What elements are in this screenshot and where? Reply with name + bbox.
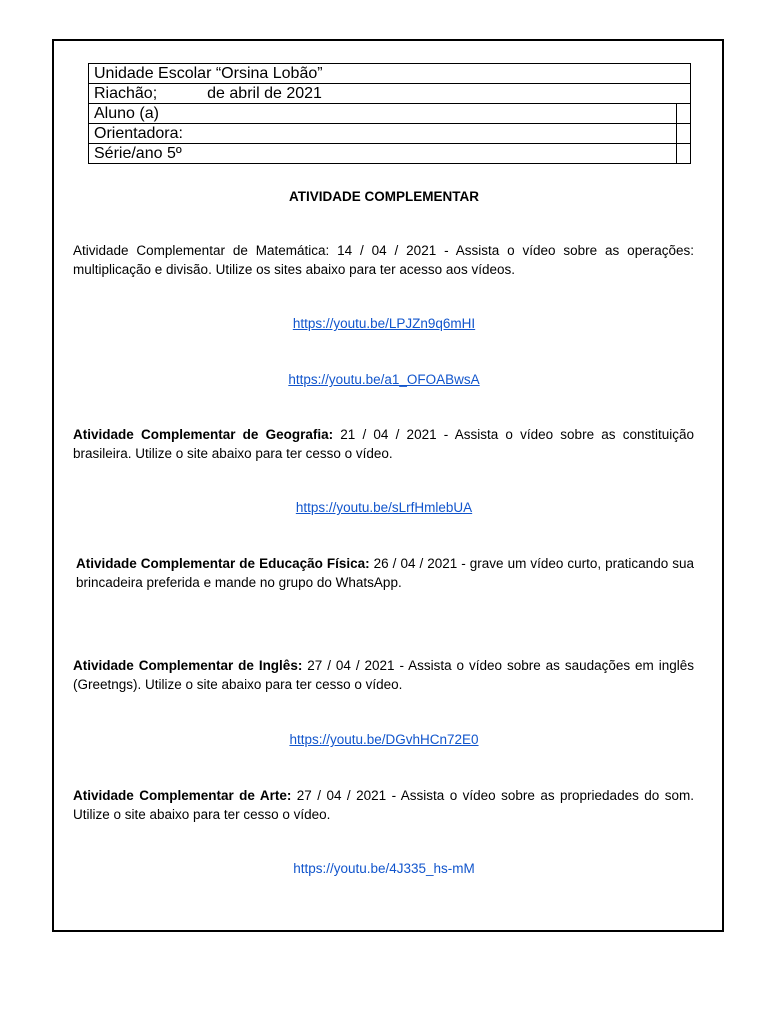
date: de abril de 2021 [207, 85, 322, 102]
school-name: Unidade Escolar “Orsina Lobão” [89, 64, 691, 84]
activity-art [73, 786, 694, 824]
video-link-4[interactable]: https://youtu.be/DGvhHCn72E0 [289, 732, 479, 747]
video-link-2[interactable]: https://youtu.be/a1_OFOABwsA [288, 372, 480, 387]
activity-english [73, 656, 694, 694]
video-link-1[interactable]: https://youtu.be/LPJZn9q6mHI [292, 316, 476, 331]
activity-label: Atividade Complementar de Geografia: [73, 427, 334, 442]
activity-text: 21 / 04 / 2021 - Assista o vídeo sobre as constituição brasileira. Utilize o site abaixo para ter cesso o vídeo. [73, 427, 694, 461]
video-link-3[interactable]: https://youtu.be/sLrfHmlebUA [295, 500, 473, 515]
grade-field: Série/ano 5º [89, 144, 677, 164]
activity-text: 26 / 04 / 2021 - grave um vídeo curto, praticando sua brincadeira preferida e mande no grupo do WhatsApp. [76, 556, 694, 590]
activity-text: 14 / 04 / 2021 - Assista o vídeo sobre as operações: multiplicação e divisão. Utilize os sites abaixo para ter acesso aos vídeos. [73, 243, 694, 277]
activity-label: Atividade Complementar de Arte: [73, 788, 292, 803]
activity-label: Atividade Complementar de Inglês: [73, 658, 303, 673]
activity-label: Atividade Complementar de Educação Física: [76, 556, 370, 571]
city-date-row [89, 84, 691, 104]
activity-text: 27 / 04 / 2021 - Assista o vídeo sobre as propriedades do som. Utilize o site abaixo para ter cesso o vídeo. [73, 788, 694, 822]
activity-math [73, 241, 694, 279]
advisor-field: Orientadora: [89, 124, 677, 144]
activity-text: 27 / 04 / 2021 - Assista o vídeo sobre as saudações em inglês (Greetngs). Utilize o site abaixo para ter cesso o vídeo. [73, 658, 694, 692]
header-table [88, 63, 691, 164]
student-field: Aluno (a) [89, 104, 677, 124]
activity-physical-education [76, 554, 694, 592]
page-title: ATIVIDADE COMPLEMENTAR [289, 189, 479, 204]
activity-geography [73, 425, 694, 463]
activity-label: Atividade Complementar de Matemática: [73, 243, 330, 258]
city: Riachão; [94, 85, 158, 102]
video-link-5[interactable]: https://youtu.be/4J335_hs-mM [293, 861, 475, 876]
